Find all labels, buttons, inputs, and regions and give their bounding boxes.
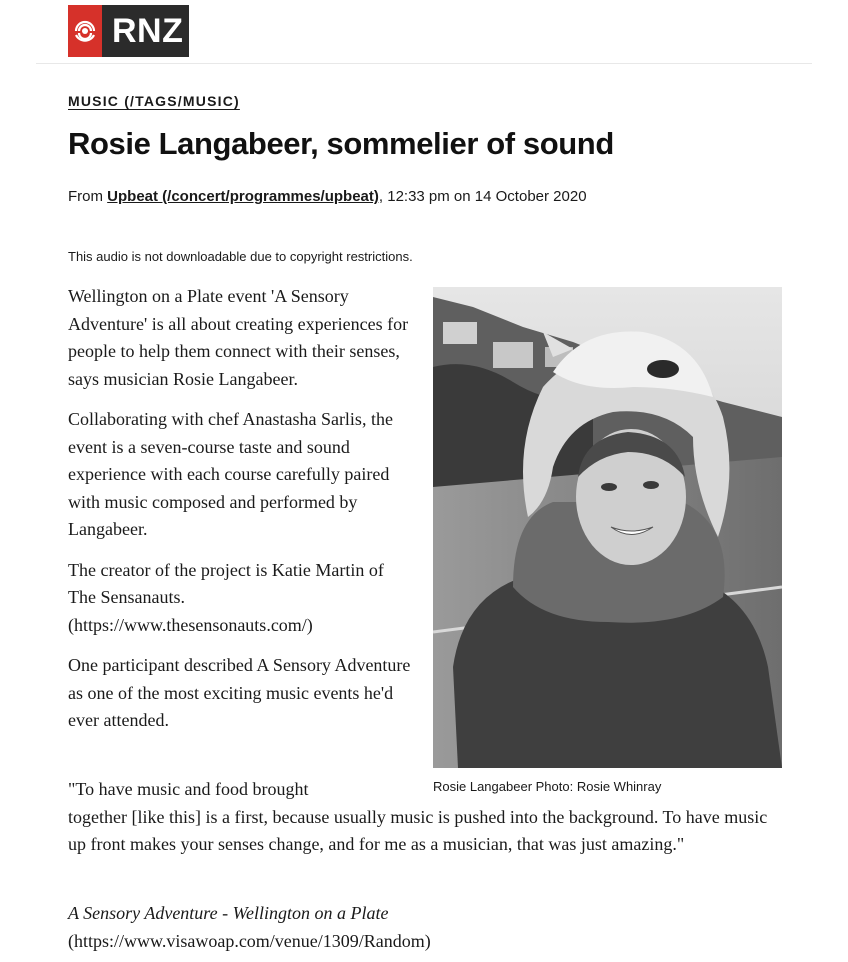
paragraph: The creator of the project is Katie Martin of The Sensanauts. (https://www.thesensonauts.com/) — [68, 559, 384, 635]
byline-date: , 12:33 pm on 14 October 2020 — [378, 188, 587, 205]
byline — [68, 188, 587, 205]
byline-prefix: From — [68, 188, 108, 205]
article-headline: Rosie Langabeer, sommelier of sound — [68, 126, 614, 161]
article-figure — [433, 287, 782, 794]
photo-caption: Rosie Langabeer Photo: Rosie Whinray — [433, 779, 662, 794]
quote-line-1: "To have music and food brought — [68, 779, 309, 799]
article-photo — [433, 287, 782, 768]
programme-link[interactable]: Upbeat (/concert/programmes/upbeat) — [107, 188, 379, 205]
site-header — [0, 0, 848, 64]
paragraph: Wellington on a Plate event 'A Sensory Adventure' is all about creating experiences for people to help them connect with their senses, says musician Rosie Langabeer. — [68, 286, 409, 389]
tag-music-link[interactable]: MUSIC (/TAGS/MUSIC) — [68, 93, 240, 109]
venue-title: A Sensory Adventure - Wellington on a Plate — [68, 903, 389, 923]
logo-text: RNZ — [112, 12, 184, 50]
article-body-left — [68, 283, 413, 748]
paragraph: Collaborating with chef Anastasha Sarlis, the event is a seven-course taste and sound experience with each course carefully paired with music composed and performed by Langabeer. — [68, 409, 393, 539]
rnz-logo-link[interactable] — [68, 5, 189, 57]
quote-continuation: together [like this] is a first, because usually music is pushed into the background. To have music up front makes your senses change, and for me as a musician, that was just amazing." — [68, 806, 768, 854]
paragraph: One participant described A Sensory Adventure as one of the most exciting music events he'd ever attended. — [68, 655, 411, 730]
rnz-logo-icon — [68, 5, 102, 57]
quote-paragraph — [68, 776, 788, 859]
venue-link[interactable] — [68, 903, 431, 951]
venue-url: (https://www.visawoap.com/venue/1309/Random) — [68, 930, 431, 951]
venue-link-paragraph — [68, 900, 788, 955]
audio-download-notice: This audio is not downloadable due to copyright restrictions. — [68, 249, 413, 264]
header-divider — [36, 63, 812, 64]
